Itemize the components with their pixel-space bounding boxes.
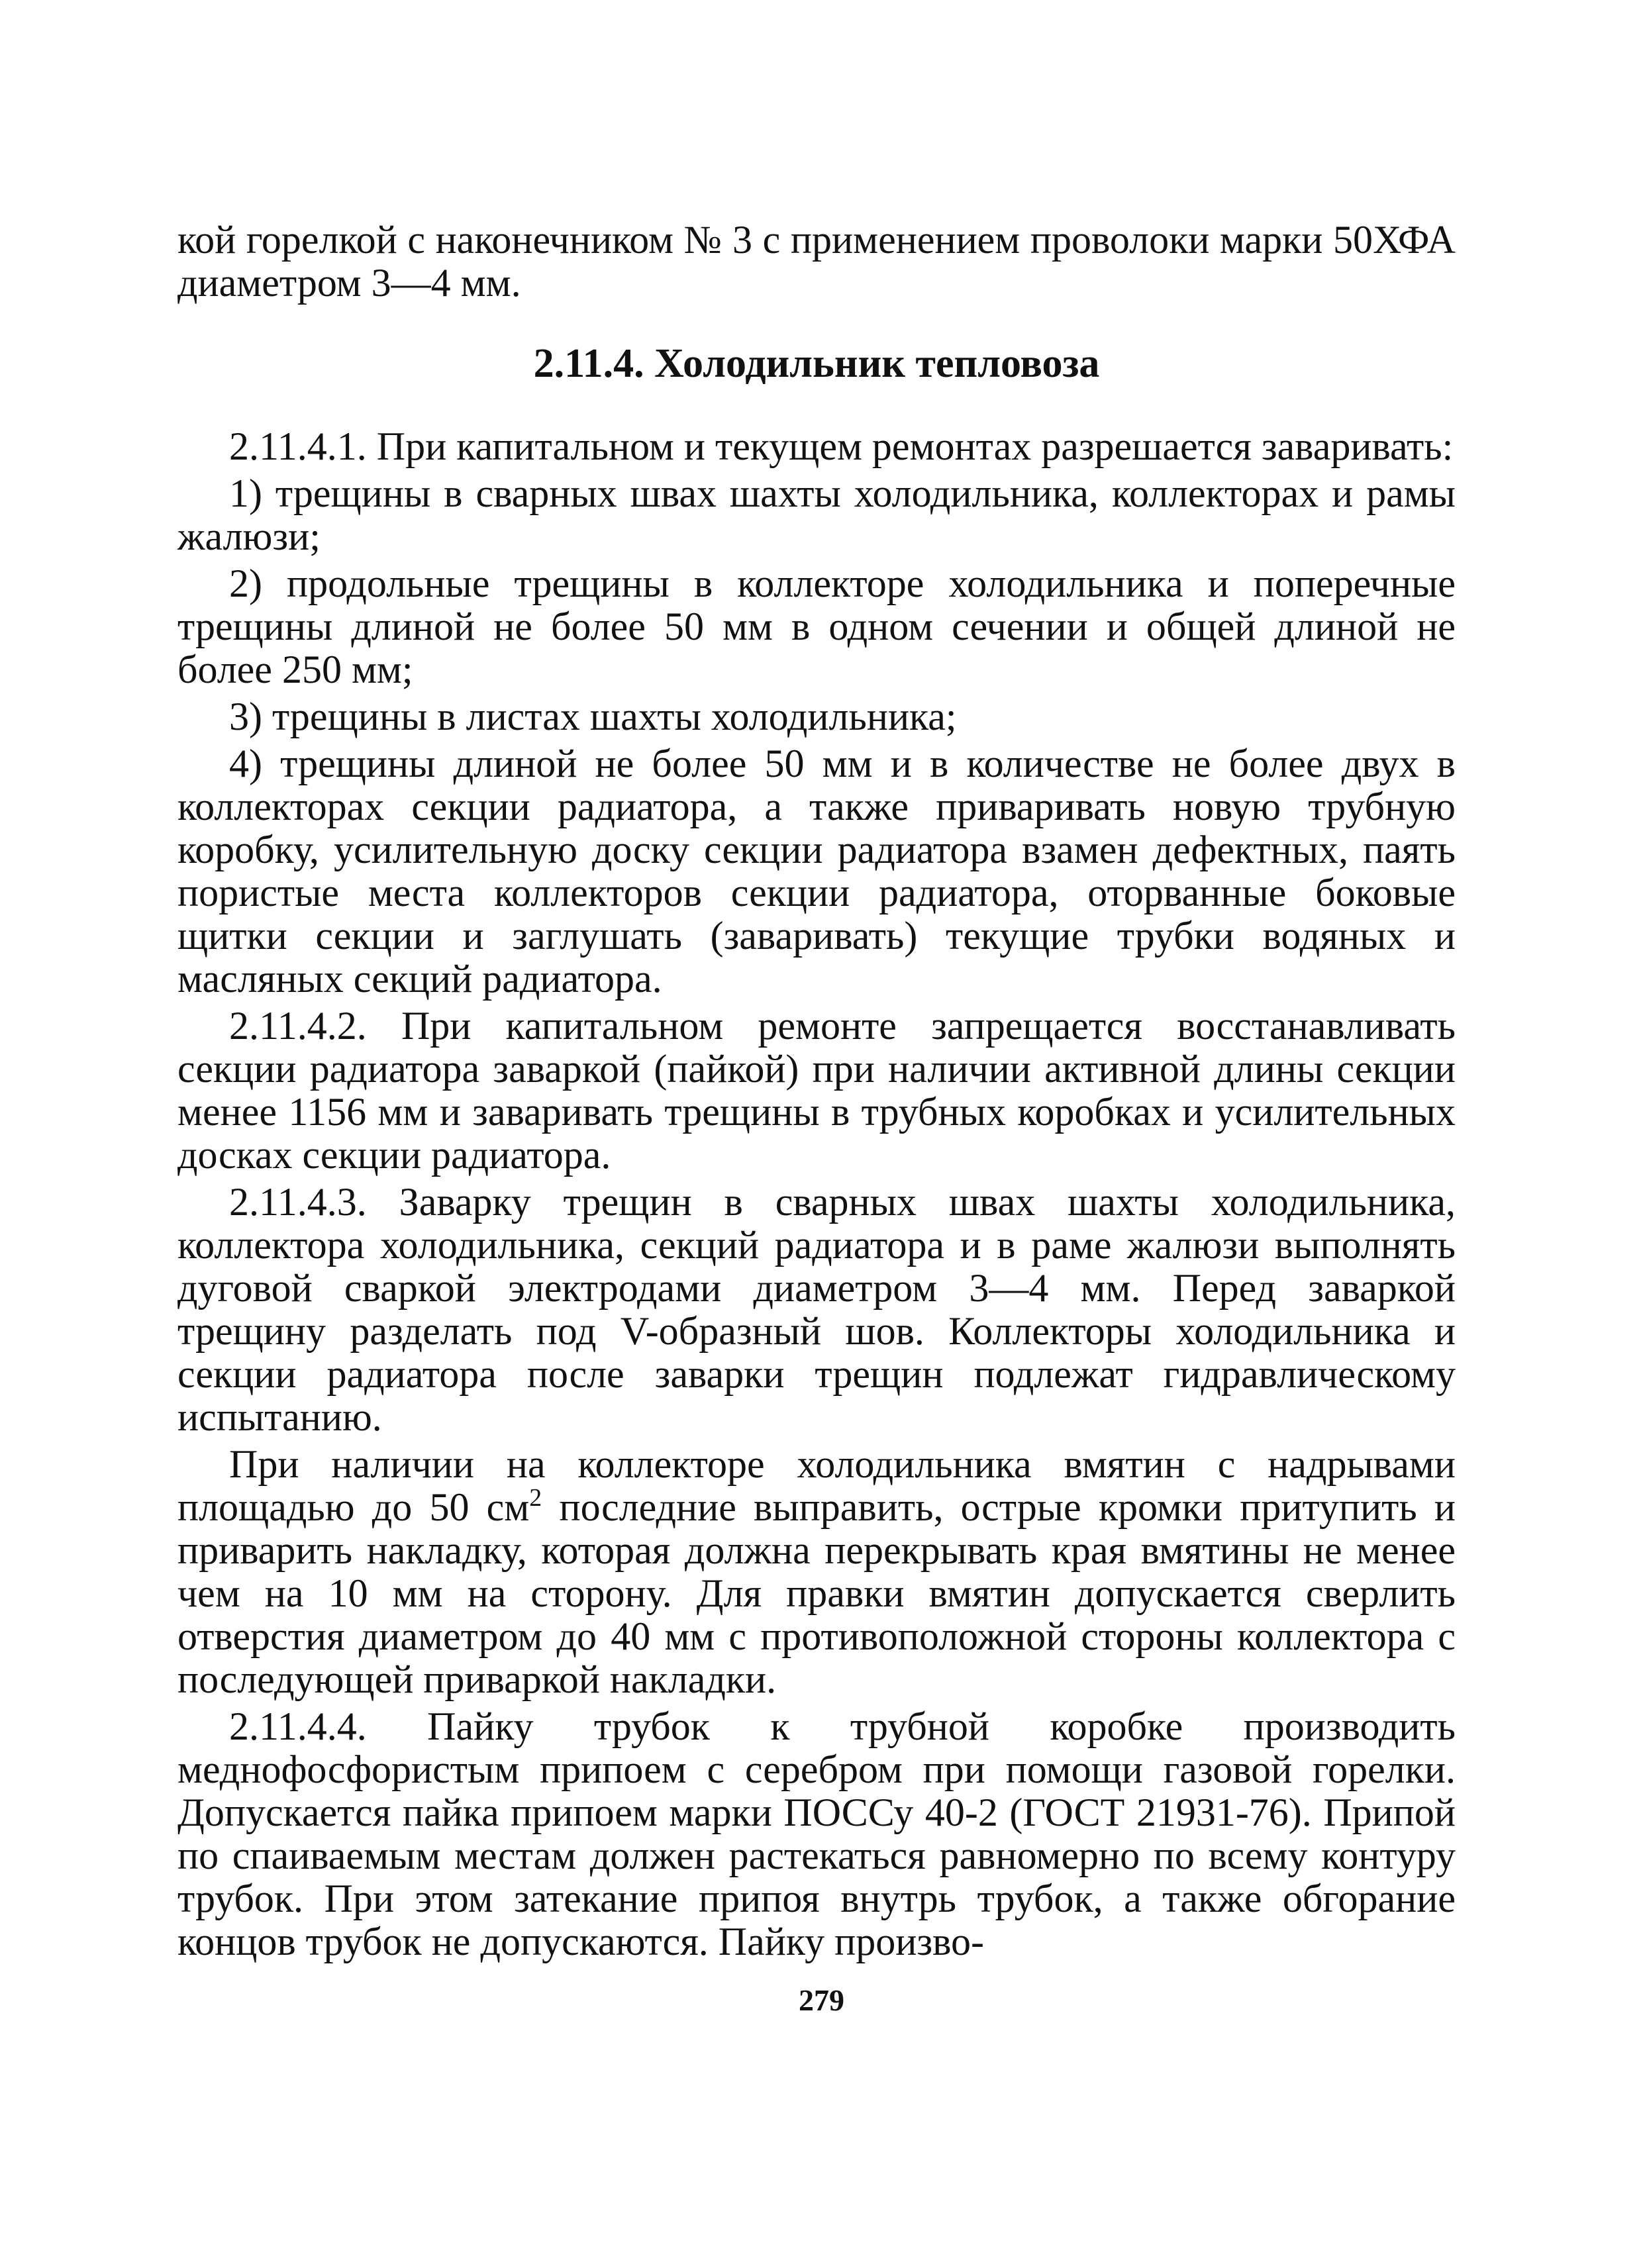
list-item-1: 1) трещины в сварных швах шахты холодильника, коллекторах и рамы жалюзи; — [177, 471, 1456, 558]
list-item-4: 4) трещины длиной не более 50 мм и в количестве не более двух в коллекторах секции радиатора, а также приваривать новую трубную коробку, усилительную доску секции радиатора взамен дефектных, паять пористые места коллекторов секции радиатора, оторванные боковые щитки секции и заглушать (заваривать) текущие трубки водяных и масляных секций радиатора. — [177, 742, 1456, 1001]
page-number: 279 — [799, 1983, 844, 2017]
section-heading: 2.11.4. Холодильник тепловоза — [533, 341, 1100, 386]
dent-paragraph-end: последние выправить, острые кромки притупить и приварить накладку, которая должна перекрывать края вмятины не менее чем на 10 мм на сторону. Для правки вмятин допускается сверлить отверстия диаметром до 40 мм с противоположной стороны коллектора с последующей приваркой накладки. — [177, 1485, 1456, 1701]
list-item-3: 3) трещины в листах шахты холодильника; — [229, 695, 957, 738]
clause-2-11-4-4: 2.11.4.4. Пайку трубок к трубной коробке производить меднофосфористым припоем с серебром при помощи газовой горелки. Допускается пайка припоем марки ПОССу 40-2 (ГОСТ 21931-76). Припой по спаиваемым местам должен растекаться равномерно по всему контуру трубок. При этом затекание припоя внутрь трубок, а также обгорание концов трубок не допускаются. Пайку произво- — [177, 1704, 1456, 1963]
continued-paragraph: кой горелкой с наконечником № 3 с применением проволоки марки 50ХФА диаметром 3—4 мм. — [177, 218, 1456, 305]
page-body — [177, 219, 1456, 1963]
superscript-exponent: 2 — [529, 1484, 542, 1512]
clause-2-11-4-3: 2.11.4.3. Заварку трещин в сварных швах шахты холодильника, коллектора холодильника, секций радиатора и в раме жалюзи выполнять дуговой сваркой электродами диаметром 3—4 мм. Перед заваркой трещину разделать под V-образный шов. Коллекторы холодильника и секции радиатора после заварки трещин подлежат гидравлическому испытанию. — [177, 1180, 1456, 1439]
dent-paragraph-start: При наличии на коллекторе холодильника вмятин с надрывами площадью до 50 см — [177, 1442, 1456, 1529]
list-item-2: 2) продольные трещины в коллекторе холодильника и поперечные трещины длиной не более 50 мм в одном сечении и общей длиной не более 250 мм; — [177, 562, 1456, 691]
clause-2-11-4-2: 2.11.4.2. При капитальном ремонте запрещается восстанавливать секции радиатора заваркой (пайкой) при наличии активной длины секции менее 1156 мм и заваривать трещины в трубных коробках и усилительных досках секции радиатора. — [177, 1004, 1456, 1177]
clause-2-11-4-1: 2.11.4.1. При капитальном и текущем ремонтах разрешается заваривать: — [229, 424, 1454, 468]
dent-repair-paragraph — [177, 1443, 1456, 1701]
